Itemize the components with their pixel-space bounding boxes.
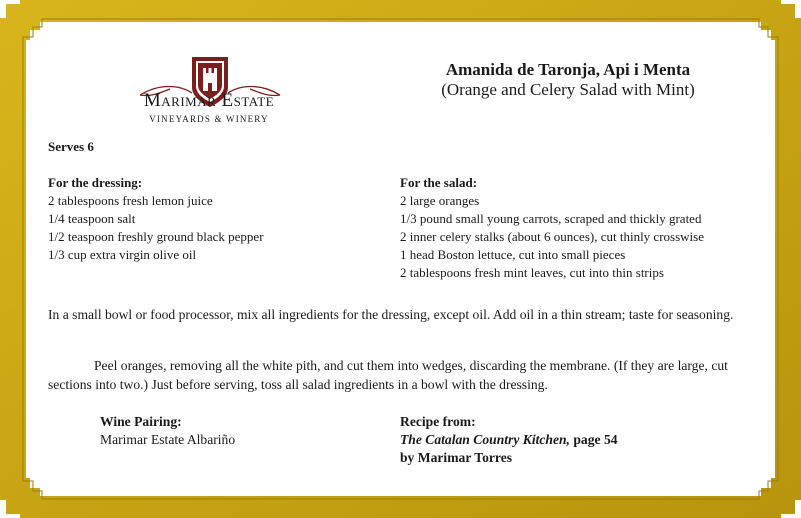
recipe-source-heading: Recipe from: xyxy=(400,414,476,429)
dressing-heading: For the dressing: xyxy=(48,175,143,190)
wine-pairing-value: Marimar Estate Albariño xyxy=(100,432,236,447)
list-item: 1 head Boston lettuce, cut into small pieces xyxy=(400,247,626,262)
brand-block xyxy=(120,90,298,124)
list-item: 2 tablespoons fresh lemon juice xyxy=(48,193,213,208)
recipe-title-english: (Orange and Celery Salad with Mint) xyxy=(441,80,695,99)
serves-count: Serves 6 xyxy=(48,139,94,154)
dressing-ingredients xyxy=(48,174,378,264)
list-item: 2 inner celery stalks (about 6 ounces), cut thinly crosswise xyxy=(400,229,704,244)
salad-heading: For the salad: xyxy=(400,175,478,190)
wine-pairing xyxy=(100,413,235,449)
recipe-title xyxy=(368,60,768,100)
book-page: page 54 xyxy=(569,432,618,447)
list-item: 1/2 teaspoon freshly ground black pepper xyxy=(48,229,264,244)
book-author: by Marimar Torres xyxy=(400,450,513,465)
recipe-source xyxy=(400,413,618,467)
list-item: 2 large oranges xyxy=(400,193,480,208)
salad-ingredients xyxy=(400,174,770,282)
instruction-salad: Peel oranges, removing all the white pith, and cut them into wedges, discarding the membrane. (If they are large, cut sections into two.) Just before serving, toss all salad ingredients in a bowl with the dressing. xyxy=(48,358,728,392)
list-item: 2 tablespoons fresh mint leaves, cut into thin strips xyxy=(400,265,664,280)
wine-pairing-heading: Wine Pairing: xyxy=(100,414,182,429)
brand-subtitle: VINEYARDS & WINERY xyxy=(149,114,269,124)
book-title: The Catalan Country Kitchen, xyxy=(400,432,570,447)
list-item: 1/4 teaspoon salt xyxy=(48,211,136,226)
instruction-dressing: In a small bowl or food processor, mix all ingredients for the dressing, except oil. Add oil in a thin stream; taste for seasoning. xyxy=(48,307,734,322)
list-item: 1/3 pound small young carrots, scraped and thickly grated xyxy=(400,211,702,226)
recipe-title-catalan: Amanida de Taronja, Api i Menta xyxy=(445,60,691,79)
brand-name: Marimar Estate xyxy=(143,90,275,111)
list-item: 1/3 cup extra virgin olive oil xyxy=(48,247,197,262)
